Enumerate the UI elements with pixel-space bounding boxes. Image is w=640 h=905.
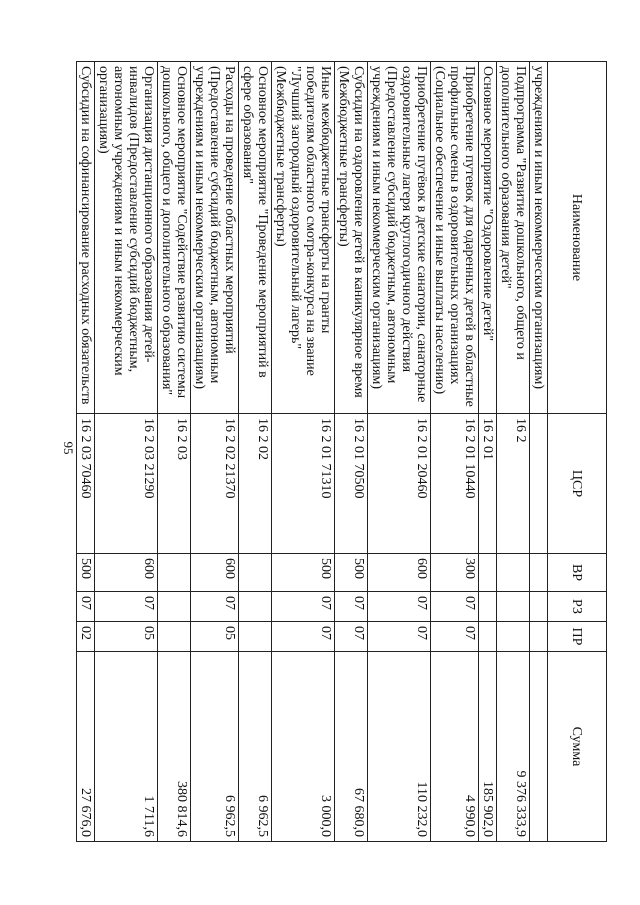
table-header-row bbox=[548, 62, 607, 842]
row-rz: 07 bbox=[431, 592, 479, 622]
header-name: Наименование bbox=[548, 62, 607, 414]
row-sum: 110 232,0 bbox=[368, 652, 431, 842]
row-name: Основное мероприятие "Проведение мероприятий в сфере образования" bbox=[239, 62, 272, 414]
row-vr: 600 bbox=[368, 554, 431, 592]
row-sum: 6 962,5 bbox=[191, 652, 239, 842]
row-vr: 500 bbox=[335, 554, 368, 592]
table-row bbox=[368, 62, 431, 842]
row-rz bbox=[530, 592, 548, 622]
row-name: учреждениям и иным некоммерческим организациям) bbox=[530, 62, 548, 414]
row-name: Приобретение путёвок в детские санатории, санаторные оздоровительные лагеря круглогодичного действия (Предоставление субсидий бюджетным, автономным учреждениям и иным некоммерческим организациям) bbox=[368, 62, 431, 414]
table-row bbox=[77, 62, 95, 842]
row-csr: 16 2 01 10440 bbox=[431, 414, 479, 554]
row-name: Расходы на проведение областных мероприятий (Предоставление субсидий бюджетным, автономным учреждениям и иным некоммерческим организациям) bbox=[191, 62, 239, 414]
table-row bbox=[530, 62, 548, 842]
header-sum: Сумма bbox=[548, 652, 607, 842]
page-number: 95 bbox=[61, 441, 76, 455]
row-pr bbox=[158, 622, 191, 652]
row-vr: 600 bbox=[191, 554, 239, 592]
row-vr: 500 bbox=[272, 554, 335, 592]
row-rz: 07 bbox=[191, 592, 239, 622]
row-sum: 3 000,0 bbox=[272, 652, 335, 842]
row-pr bbox=[497, 622, 530, 652]
row-pr: 02 bbox=[77, 622, 95, 652]
row-name: Приобретение путевок для одаренных детей в областные профильные смены в оздоровительных организациях (Социальное обеспечение и иные выплаты населению) bbox=[431, 62, 479, 414]
table-row bbox=[431, 62, 479, 842]
row-pr bbox=[239, 622, 272, 652]
row-vr: 600 bbox=[95, 554, 158, 592]
row-vr bbox=[239, 554, 272, 592]
row-sum: 1 711,6 bbox=[95, 652, 158, 842]
table-row bbox=[335, 62, 368, 842]
row-pr: 07 bbox=[431, 622, 479, 652]
table-row bbox=[272, 62, 335, 842]
row-csr: 16 2 02 21370 bbox=[191, 414, 239, 554]
row-sum bbox=[530, 652, 548, 842]
row-pr: 07 bbox=[272, 622, 335, 652]
row-name: Иные межбюджетные трансферты на гранты победителям областного смотра-конкурса на звание "Лучший загородный оздоровительный лагерь" (Межбюджетные трансферты) bbox=[272, 62, 335, 414]
row-name: Субсидии на оздоровление детей в каникулярное время (Межбюджетные трансферты) bbox=[335, 62, 368, 414]
header-rz: РЗ bbox=[548, 592, 607, 622]
row-vr bbox=[479, 554, 497, 592]
row-pr: 07 bbox=[335, 622, 368, 652]
row-name: Субсидии на софинансирование расходных обязательств bbox=[77, 62, 95, 414]
row-csr: 16 2 01 bbox=[479, 414, 497, 554]
row-pr bbox=[530, 622, 548, 652]
header-csr: ЦСР bbox=[548, 414, 607, 554]
row-csr: 16 2 03 bbox=[158, 414, 191, 554]
table-container bbox=[78, 61, 607, 841]
row-pr: 05 bbox=[95, 622, 158, 652]
row-vr bbox=[158, 554, 191, 592]
row-vr: 300 bbox=[431, 554, 479, 592]
row-rz bbox=[239, 592, 272, 622]
row-rz: 07 bbox=[335, 592, 368, 622]
row-rz bbox=[158, 592, 191, 622]
row-csr: 16 2 03 21290 bbox=[95, 414, 158, 554]
row-rz: 07 bbox=[77, 592, 95, 622]
row-sum: 4 990,0 bbox=[431, 652, 479, 842]
row-vr bbox=[497, 554, 530, 592]
row-csr: 16 2 03 70460 bbox=[77, 414, 95, 554]
row-pr: 07 bbox=[368, 622, 431, 652]
table-row bbox=[191, 62, 239, 842]
row-csr: 16 2 01 71310 bbox=[272, 414, 335, 554]
row-sum: 185 902,0 bbox=[479, 652, 497, 842]
row-rz bbox=[497, 592, 530, 622]
row-sum: 67 680,0 bbox=[335, 652, 368, 842]
row-name: Подпрограмма "Развитие дошкольного, общего и дополнительного образования детей" bbox=[497, 62, 530, 414]
table-row bbox=[497, 62, 530, 842]
table-row bbox=[95, 62, 158, 842]
header-vr: ВР bbox=[548, 554, 607, 592]
row-pr: 05 bbox=[191, 622, 239, 652]
table-row bbox=[158, 62, 191, 842]
table-row bbox=[239, 62, 272, 842]
row-sum: 9 376 333,9 bbox=[497, 652, 530, 842]
row-rz: 07 bbox=[272, 592, 335, 622]
row-rz: 07 bbox=[95, 592, 158, 622]
row-name: Основное мероприятие "Оздоровление детей" bbox=[479, 62, 497, 414]
row-name: Основное мероприятие "Содействие развитию системы дошкольного, общего и дополнительного образования" bbox=[158, 62, 191, 414]
row-vr bbox=[530, 554, 548, 592]
rotated-page bbox=[78, 61, 607, 841]
row-rz bbox=[479, 592, 497, 622]
header-pr: ПР bbox=[548, 622, 607, 652]
budget-table bbox=[76, 61, 607, 842]
row-csr: 16 2 01 70500 bbox=[335, 414, 368, 554]
row-csr bbox=[530, 414, 548, 554]
row-pr bbox=[479, 622, 497, 652]
row-rz: 07 bbox=[368, 592, 431, 622]
table-row bbox=[479, 62, 497, 842]
row-csr: 16 2 bbox=[497, 414, 530, 554]
row-name: Организация дистанционного образования детей-инвалидов (Предоставление субсидий бюджетным, автономным учреждениям и иным некоммерческим организациям) bbox=[95, 62, 158, 414]
row-sum: 27 676,0 bbox=[77, 652, 95, 842]
row-csr: 16 2 01 20460 bbox=[368, 414, 431, 554]
row-sum: 6 962,5 bbox=[239, 652, 272, 842]
row-vr: 500 bbox=[77, 554, 95, 592]
row-sum: 380 814,6 bbox=[158, 652, 191, 842]
row-csr: 16 2 02 bbox=[239, 414, 272, 554]
